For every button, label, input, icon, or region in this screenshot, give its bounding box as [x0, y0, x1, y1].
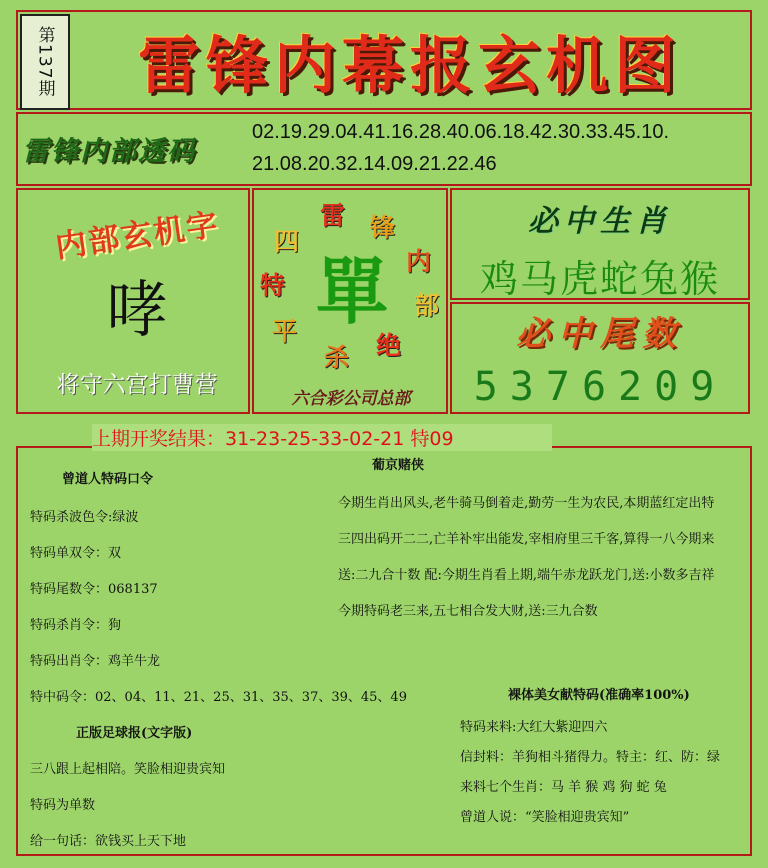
list-item: 信封料：羊狗相斗猪得力。特主：红、防：绿 — [460, 750, 721, 765]
tail-numbers: 5376209 — [473, 364, 727, 410]
list-item: 曾道人说：“笑脸相迎贵宾知” — [460, 810, 630, 825]
issue-badge: 第137期 — [20, 14, 70, 110]
ring-char: 平 — [272, 317, 298, 346]
zodiac-animals: 鸡马虎蛇兔猴 — [479, 257, 720, 301]
ring-char: 绝 — [376, 331, 402, 360]
poem-line: 三四出码开二二,亡羊补牢出能发,宰相府里三千客,算得一八今期来 — [338, 532, 715, 547]
ring-char: 雷 — [320, 201, 346, 230]
poem-line: 送:二九合十数 配:今期生肖看上期,端午赤龙跃龙门,送:小数多吉祥 — [338, 568, 715, 583]
list-item: 来料七个生肖：马 羊 猴 鸡 狗 蛇 兔 — [460, 780, 667, 795]
football-title: 正版足球报(文字版) — [76, 726, 193, 741]
ring-char: 内 — [406, 247, 432, 276]
secret-tag: 内部玄机字 — [53, 206, 222, 266]
ring-char: 部 — [414, 291, 440, 320]
list-item: 特码出肖令：鸡羊牛龙 — [30, 654, 161, 669]
center-char: 單 — [315, 249, 388, 334]
list-item: 特码来料:大红大紫迎四六 — [460, 720, 608, 735]
hq-label: 六合彩公司总部 — [291, 389, 411, 409]
ring-char: 四 — [274, 227, 300, 256]
list-item: 特码杀肖令：狗 — [30, 618, 122, 633]
right-title: 裸体美女献特码(准确率100%) — [508, 688, 690, 703]
left-title: 曾道人特码口令 — [62, 472, 154, 487]
secret-char: 哮 — [105, 273, 168, 346]
code-label: 雷锋内部透码 — [22, 135, 196, 167]
list-item: 特码为单数 — [30, 798, 96, 813]
center-title: 葡京赌侠 — [372, 458, 425, 473]
ring-char: 杀 — [324, 343, 350, 372]
list-item: 给一句话：欲钱买上天下地 — [30, 834, 187, 849]
ring-char: 特 — [260, 271, 286, 300]
code-line-1: 02.19.29.04.41.16.28.40.06.18.42.30.33.45.10. — [252, 121, 670, 143]
tail-title: 必中尾数 — [516, 314, 684, 354]
code-numbers — [252, 116, 742, 180]
list-item: 特码单双令：双 — [30, 546, 122, 561]
poem-line: 今期特码老三来,五七相合发大财,送:三九合数 — [338, 604, 598, 619]
list-item: 特码杀波色令:绿波 — [30, 510, 139, 525]
secret-phrase: 将守六宫打曹营 — [56, 372, 218, 398]
page-title: 雷锋内幕报玄机图 — [137, 28, 682, 102]
poem-line: 今期生肖出风头,老牛骑马倒着走,勤劳一生为农民,本期蓝红定出特 — [338, 496, 715, 511]
last-result: 上期开奖结果：31-23-25-33-02-21 特09 — [92, 424, 552, 451]
list-item: 特中码令：02、04、11、21、25、31、35、37、39、45、49 — [30, 690, 407, 705]
ring-char: 锋 — [370, 213, 396, 242]
list-item: 特码尾数令：068137 — [30, 582, 158, 597]
list-item: 三八跟上起相陪。笑脸相迎贵宾知 — [30, 762, 226, 777]
zodiac-title: 必中生肖 — [528, 204, 672, 239]
code-line-2: 21.08.20.32.14.09.21.22.46 — [252, 153, 497, 175]
